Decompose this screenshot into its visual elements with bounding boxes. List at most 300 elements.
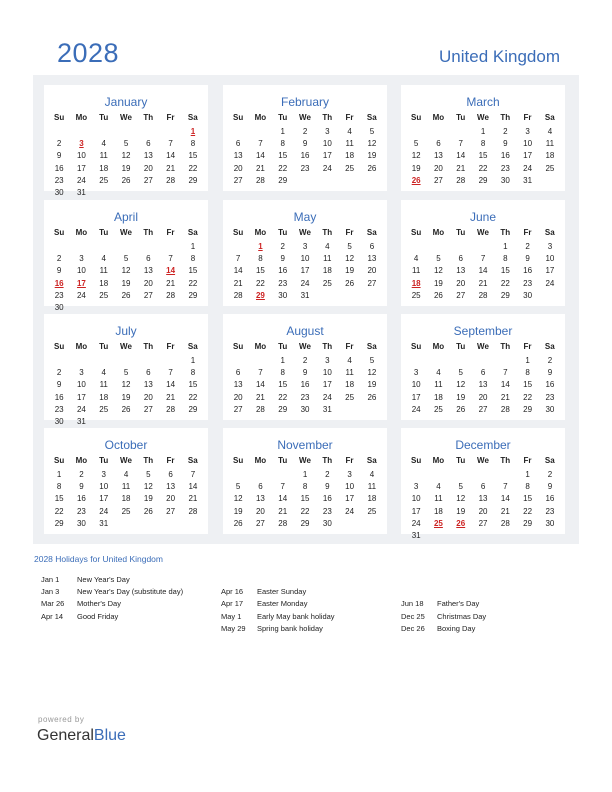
empty-cell [450, 469, 472, 481]
day-cell: 4 [369, 470, 375, 479]
holiday-date: Dec 26 [401, 623, 425, 633]
weekday-label: Th [143, 342, 154, 351]
day-cell: 24 [300, 278, 310, 288]
day-cell: 30 [322, 518, 332, 528]
day-cell: 9 [280, 254, 285, 264]
generalblue-logo [37, 727, 126, 745]
day-cell: 6 [168, 470, 173, 479]
weekday-label: We [477, 113, 489, 122]
day-cell: 29 [188, 175, 198, 185]
day-cell: 16 [76, 494, 86, 504]
holiday-date: Jan 3 [41, 587, 60, 597]
weekday-label: Su [54, 342, 65, 351]
day-cell: 24 [411, 518, 421, 528]
day-cell: 30 [545, 404, 555, 414]
day-cell: 27 [143, 404, 153, 414]
day-cell: 17 [411, 506, 421, 516]
day-cell: 10 [523, 139, 533, 149]
day-cell: 2 [503, 127, 508, 136]
day-grid [405, 241, 561, 302]
day-cell: 20 [233, 163, 243, 173]
day-cell: 4 [101, 254, 106, 264]
day-cell: 30 [523, 290, 533, 300]
day-cell: 19 [456, 392, 466, 402]
day-cell: 25 [99, 175, 109, 185]
day-cell: 13 [166, 482, 176, 492]
day-grid [227, 355, 383, 416]
weekday-label: Mo [75, 342, 88, 351]
day-cell: 30 [54, 416, 64, 426]
day-cell: 2 [302, 356, 308, 365]
empty-cell [405, 469, 427, 481]
month-name: July [115, 324, 137, 338]
day-cell: 30 [278, 290, 288, 300]
day-cell: 25 [367, 506, 377, 516]
day-cell: 2 [547, 470, 553, 479]
day-cell: 13 [478, 380, 488, 390]
day-cell: 14 [456, 151, 466, 161]
day-cell: 3 [547, 242, 553, 251]
day-cell: 5 [235, 482, 241, 492]
weekday-label: We [299, 228, 311, 237]
empty-cell [137, 241, 159, 253]
day-cell: 10 [322, 368, 332, 378]
holiday-date: Apr 16 [221, 587, 244, 597]
empty-cell [93, 355, 115, 367]
weekday-label: Tu [278, 456, 288, 465]
day-cell: 10 [76, 151, 86, 161]
day-cell: 28 [233, 290, 243, 300]
day-cell: 6 [369, 242, 375, 251]
weekday-header [405, 228, 561, 237]
weekday-label: Tu [456, 113, 466, 122]
weekday-label: Su [411, 342, 422, 351]
day-cell: 10 [345, 482, 355, 492]
day-cell: 27 [255, 518, 265, 528]
empty-cell [227, 126, 249, 138]
holiday-row [401, 611, 486, 623]
empty-cell [159, 241, 181, 253]
day-cell: 10 [76, 266, 86, 276]
weekday-label: Fr [523, 342, 532, 351]
day-cell: 7 [190, 470, 196, 479]
day-cell: 5 [123, 368, 129, 378]
day-cell: 13 [233, 151, 243, 161]
day-cell: 6 [146, 254, 151, 264]
holiday-column [401, 574, 486, 635]
day-cell: 15 [500, 266, 510, 276]
day-cell: 2 [280, 242, 285, 251]
holiday-name: Boxing Day [437, 623, 476, 633]
month-name: June [469, 210, 497, 224]
empty-cell [70, 241, 92, 253]
holiday-row [401, 574, 486, 586]
day-cell: 22 [255, 278, 265, 288]
empty-cell [249, 126, 271, 138]
holiday-day: 17 [76, 278, 86, 288]
day-cell: 14 [166, 380, 176, 390]
holiday-row [221, 586, 335, 598]
empty-cell [472, 469, 494, 481]
day-cell: 18 [367, 494, 377, 504]
month-name: May [293, 210, 317, 224]
day-cell: 19 [367, 380, 377, 390]
empty-cell [494, 355, 516, 367]
day-cell: 13 [433, 151, 443, 161]
day-cell: 3 [79, 254, 84, 264]
day-cell: 25 [433, 404, 443, 414]
day-cell: 11 [99, 266, 108, 276]
day-cell: 24 [345, 506, 355, 516]
weekday-label: Mo [254, 113, 267, 122]
weekday-label: Mo [432, 342, 445, 351]
month-august [223, 314, 387, 420]
holiday-date [221, 574, 257, 586]
weekday-label: Su [54, 456, 65, 465]
day-cell: 18 [345, 380, 355, 390]
day-cell: 23 [54, 404, 64, 414]
day-cell: 29 [188, 290, 198, 300]
day-cell: 27 [143, 175, 153, 185]
day-cell: 27 [478, 404, 488, 414]
empty-cell [48, 355, 70, 367]
month-may [223, 200, 387, 306]
day-cell: 9 [547, 482, 553, 492]
weekday-label: Su [411, 113, 422, 122]
day-cell: 31 [322, 404, 332, 414]
day-cell: 27 [367, 278, 377, 288]
day-grid [405, 126, 561, 187]
day-cell: 7 [280, 482, 285, 492]
day-cell: 26 [121, 175, 131, 185]
day-cell: 12 [367, 368, 377, 378]
day-cell: 27 [433, 175, 443, 185]
day-cell: 15 [278, 380, 288, 390]
weekday-label: Fr [166, 113, 175, 122]
day-cell: 21 [166, 278, 176, 288]
day-cell: 6 [146, 368, 151, 378]
weekday-header [405, 342, 561, 351]
empty-cell [405, 241, 427, 253]
holiday-day: 1 [258, 242, 263, 251]
weekday-label: Sa [366, 342, 377, 351]
day-cell: 23 [545, 392, 555, 402]
day-cell: 17 [322, 151, 332, 161]
day-cell: 15 [188, 380, 198, 390]
holiday-column [41, 574, 183, 623]
day-cell: 19 [121, 392, 131, 402]
day-cell: 14 [500, 380, 510, 390]
month-january [44, 85, 208, 197]
day-cell: 13 [478, 494, 488, 504]
day-cell: 19 [143, 494, 153, 504]
day-cell: 25 [99, 290, 109, 300]
day-cell: 12 [121, 266, 131, 276]
empty-cell [115, 126, 137, 138]
day-cell: 26 [367, 392, 377, 402]
day-cell: 24 [411, 404, 421, 414]
day-cell: 8 [190, 254, 196, 264]
empty-cell [249, 355, 271, 367]
day-cell: 19 [456, 506, 466, 516]
day-cell: 4 [436, 482, 441, 492]
holiday-date: May 1 [221, 611, 242, 621]
day-cell: 20 [143, 163, 153, 173]
day-cell: 12 [456, 380, 466, 390]
holiday-row [41, 611, 183, 623]
day-cell: 4 [347, 356, 352, 365]
day-grid [405, 355, 561, 416]
day-cell: 20 [255, 506, 265, 516]
holiday-day: 26 [411, 175, 421, 185]
weekday-header [227, 113, 383, 122]
weekday-label: Tu [99, 456, 109, 465]
empty-cell [93, 241, 115, 253]
holiday-name: Good Friday [77, 611, 119, 621]
day-cell: 28 [456, 175, 466, 185]
weekday-label: Tu [456, 228, 466, 237]
holiday-name: Easter Monday [257, 599, 308, 609]
day-cell: 17 [411, 392, 421, 402]
day-cell: 18 [99, 392, 109, 402]
month-name: February [280, 95, 330, 109]
day-cell: 28 [166, 290, 176, 300]
day-cell: 24 [322, 392, 332, 402]
weekday-label: Sa [366, 228, 377, 237]
day-cell: 5 [436, 254, 441, 264]
day-cell: 19 [345, 266, 355, 276]
weekday-label: Sa [187, 113, 198, 122]
day-cell: 6 [436, 139, 441, 149]
day-cell: 9 [525, 254, 530, 264]
weekday-header [48, 228, 204, 237]
day-cell: 14 [278, 494, 288, 504]
day-cell: 26 [143, 506, 153, 516]
day-cell: 9 [56, 266, 62, 276]
day-cell: 2 [56, 254, 62, 264]
day-cell: 20 [143, 278, 153, 288]
holiday-date [401, 586, 437, 598]
weekday-label: We [120, 113, 132, 122]
day-cell: 6 [235, 139, 241, 149]
day-cell: 1 [525, 470, 530, 479]
day-cell: 19 [233, 506, 243, 516]
day-cell: 26 [433, 290, 443, 300]
day-cell: 23 [300, 163, 310, 173]
empty-cell [272, 469, 294, 481]
weekday-label: Tu [99, 228, 109, 237]
day-cell: 11 [434, 380, 443, 390]
day-cell: 11 [411, 266, 421, 276]
day-cell: 17 [545, 266, 555, 276]
day-cell: 11 [345, 368, 354, 378]
weekday-label: Sa [544, 228, 555, 237]
day-cell: 29 [523, 518, 533, 528]
day-cell: 27 [166, 506, 176, 516]
day-cell: 20 [478, 392, 488, 402]
day-cell: 30 [500, 175, 510, 185]
holiday-row [221, 574, 335, 586]
weekday-label: Su [233, 456, 244, 465]
day-cell: 25 [345, 163, 355, 173]
weekday-label: Mo [75, 113, 88, 122]
weekday-label: We [477, 228, 489, 237]
day-cell: 19 [411, 163, 421, 173]
day-cell: 23 [76, 506, 86, 516]
holiday-date: May 29 [221, 623, 246, 633]
day-cell: 16 [322, 494, 332, 504]
day-cell: 31 [76, 187, 86, 197]
holiday-date: Apr 14 [41, 611, 64, 621]
day-cell: 21 [500, 506, 510, 516]
weekday-label: Th [322, 228, 333, 237]
empty-cell [227, 355, 249, 367]
day-cell: 5 [413, 139, 419, 149]
day-cell: 25 [322, 278, 332, 288]
day-cell: 30 [545, 518, 555, 528]
day-cell: 17 [523, 151, 533, 161]
day-cell: 22 [54, 506, 64, 516]
empty-cell [227, 469, 249, 481]
weekday-label: We [120, 342, 132, 351]
day-cell: 5 [458, 482, 463, 492]
day-cell: 7 [458, 139, 463, 149]
weekday-header [227, 456, 383, 465]
weekday-label: Fr [166, 342, 175, 351]
day-cell: 11 [345, 139, 354, 149]
month-name: March [466, 95, 500, 109]
day-cell: 28 [166, 175, 176, 185]
weekday-label: Su [54, 113, 65, 122]
day-cell: 17 [76, 163, 86, 173]
day-cell: 3 [325, 356, 330, 365]
day-cell: 30 [54, 302, 64, 312]
day-cell: 12 [367, 139, 377, 149]
day-cell: 13 [456, 266, 466, 276]
day-cell: 16 [300, 380, 310, 390]
day-cell: 22 [523, 506, 533, 516]
day-cell: 29 [500, 290, 510, 300]
weekday-label: Sa [544, 456, 555, 465]
day-cell: 26 [121, 290, 131, 300]
empty-cell [427, 241, 449, 253]
day-cell: 16 [54, 392, 64, 402]
weekday-label: Tu [278, 113, 288, 122]
day-cell: 18 [99, 163, 109, 173]
empty-cell [249, 469, 271, 481]
day-cell: 1 [190, 242, 196, 251]
day-cell: 10 [99, 482, 109, 492]
day-cell: 7 [168, 368, 173, 378]
day-cell: 7 [168, 139, 173, 149]
day-cell: 25 [99, 404, 109, 414]
empty-cell [48, 241, 70, 253]
weekday-label: Sa [366, 113, 377, 122]
day-cell: 10 [411, 380, 421, 390]
day-cell: 24 [76, 175, 86, 185]
day-cell: 11 [323, 254, 332, 264]
month-name: September [453, 324, 513, 338]
holiday-row [221, 611, 335, 623]
holiday-day: 29 [255, 290, 265, 300]
day-cell: 3 [413, 368, 419, 378]
day-cell: 28 [278, 518, 288, 528]
day-cell: 12 [433, 266, 443, 276]
holiday-day: 26 [456, 518, 466, 528]
day-cell: 22 [278, 392, 288, 402]
day-cell: 21 [233, 278, 243, 288]
holiday-row [221, 623, 335, 635]
day-cell: 21 [255, 392, 265, 402]
weekday-label: Th [322, 456, 333, 465]
day-cell: 4 [547, 127, 553, 136]
day-cell: 12 [233, 494, 243, 504]
day-cell: 15 [478, 151, 488, 161]
day-cell: 29 [278, 404, 288, 414]
day-cell: 2 [302, 127, 308, 136]
day-cell: 3 [302, 242, 308, 251]
holiday-row [41, 586, 183, 598]
day-cell: 12 [121, 151, 131, 161]
day-cell: 17 [76, 392, 86, 402]
day-cell: 8 [190, 368, 196, 378]
day-cell: 18 [322, 266, 332, 276]
day-cell: 18 [99, 278, 109, 288]
day-cell: 4 [347, 127, 352, 136]
day-cell: 4 [101, 139, 106, 149]
logo-text-blue: Blue [93, 727, 126, 744]
day-cell: 14 [500, 494, 510, 504]
empty-cell [137, 126, 159, 138]
day-cell: 5 [123, 139, 129, 149]
weekday-label: Su [411, 228, 422, 237]
day-cell: 11 [99, 151, 108, 161]
empty-cell [450, 241, 472, 253]
day-grid [48, 469, 204, 530]
holiday-day: 14 [166, 266, 176, 276]
weekday-label: Th [143, 113, 154, 122]
day-cell: 1 [280, 127, 285, 136]
holiday-date: Dec 25 [401, 611, 425, 621]
day-cell: 29 [278, 175, 288, 185]
day-cell: 3 [525, 127, 530, 136]
weekday-label: Th [500, 228, 511, 237]
weekday-label: Mo [254, 228, 267, 237]
month-name: August [286, 324, 324, 338]
empty-cell [472, 241, 494, 253]
weekday-label: Sa [187, 342, 198, 351]
day-cell: 11 [434, 494, 443, 504]
day-cell: 10 [300, 254, 310, 264]
day-cell: 14 [478, 266, 488, 276]
day-cell: 21 [166, 392, 176, 402]
weekday-label: Mo [432, 228, 445, 237]
day-cell: 15 [188, 266, 198, 276]
day-cell: 19 [121, 163, 131, 173]
day-cell: 23 [54, 175, 64, 185]
weekday-label: Mo [75, 456, 88, 465]
month-december [401, 428, 565, 540]
day-cell: 23 [523, 278, 533, 288]
month-march [401, 85, 565, 191]
day-cell: 23 [500, 163, 510, 173]
day-cell: 26 [233, 518, 243, 528]
weekday-label: Th [500, 113, 511, 122]
day-cell: 31 [76, 416, 86, 426]
day-cell: 15 [300, 494, 310, 504]
day-cell: 24 [545, 278, 555, 288]
month-name: November [277, 438, 333, 452]
